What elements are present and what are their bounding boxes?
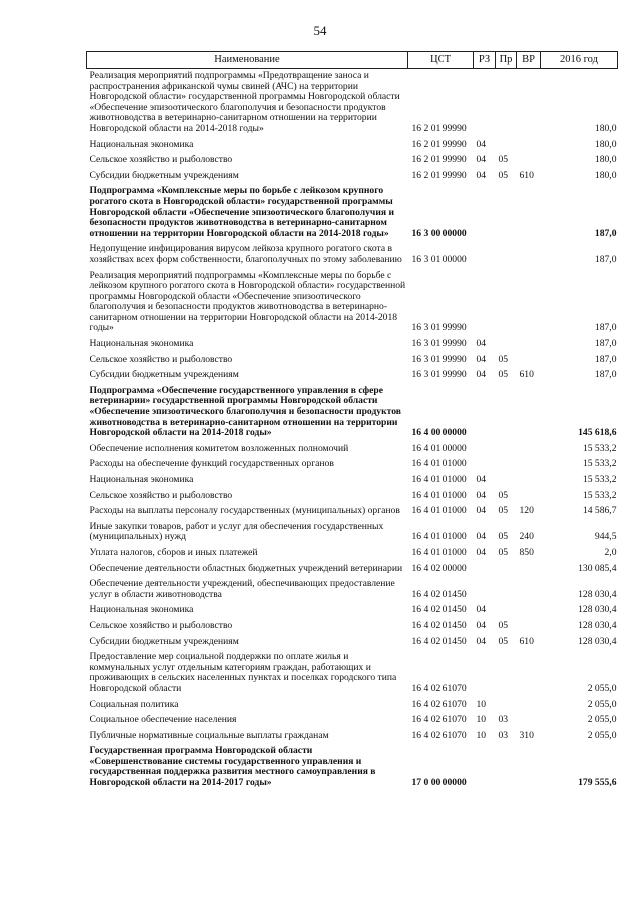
row-cst: 16 4 02 61070 [411,682,467,694]
table-row [87,744,618,791]
row-cst: 16 4 02 01450 [411,635,467,647]
row-rz [474,577,496,603]
row-pr [496,698,517,714]
header-year: 2016 год [541,52,618,69]
row-pr: 05 [498,369,509,381]
row-pr [496,138,517,154]
row-rz: 04 [476,489,487,501]
row-vr [517,269,541,338]
row-rz: 04 [476,505,487,517]
row-name: Расходы на выплаты персоналу государственных (муниципальных) органов [89,505,400,517]
table-row [87,650,618,697]
row-vr [517,138,541,154]
row-pr [496,269,517,338]
row-pr: 05 [498,505,509,517]
row-pr: 05 [498,546,509,558]
row-rz: 04 [476,635,487,647]
row-pr: 05 [498,489,509,501]
row-vr: 610 [519,635,534,647]
row-vr: 310 [519,729,534,741]
row-rz: 04 [476,531,487,543]
header-name: Наименование [87,52,408,69]
row-name: Реализация мероприятий подпрограммы «Комплексные меры по борьбе с лейкозом крупного рогатого скота в Новгородской области» государственной программы Новгородской области «Обеспечение эпизоотического благополучия и безопасности продуктов животноводства в ветеринарно-санитарном отношении на территории Новгородской области на 2014-2018 годы» [89,269,406,334]
row-vr: 850 [519,546,534,558]
header-rz: РЗ [474,52,496,69]
row-vr [517,650,541,697]
table-header-row [87,52,618,69]
table-row [87,184,618,242]
row-pr [496,744,517,791]
row-name: Подпрограмма «Комплексные меры по борьбе с лейкозом крупного рогатого скота в Новгородской области» государственной программы Новгородской области «Обеспечение эпизоотического благополучия и безопасности продуктов животноводства в ветеринарно-санитарном отношении на территории Новгородской области на 2014-2018 годы» [89,185,394,239]
row-cst: 16 4 00 00000 [411,427,467,439]
row-vr [517,489,541,505]
row-amount: 187,0 [594,338,617,350]
row-amount: 145 618,6 [578,427,617,439]
table-row [87,69,618,138]
table-row [87,698,618,714]
row-name: Иные закупки товаров, работ и услуг для обеспечения государственных (муниципальных) нужд [89,520,384,543]
row-pr: 03 [498,729,509,741]
table-row [87,713,618,729]
row-pr: 03 [498,714,509,726]
row-pr [496,457,517,473]
table-row [87,138,618,154]
row-pr [496,473,517,489]
row-pr [496,184,517,242]
row-cst: 16 4 02 61070 [411,714,467,726]
row-amount: 130 085,4 [578,562,617,574]
table-row [87,603,618,619]
row-rz: 04 [476,169,487,181]
row-amount: 187,0 [594,253,617,265]
row-cst: 16 3 01 99990 [411,338,467,350]
row-cst: 16 4 02 01450 [411,604,467,616]
row-name: Национальная экономика [89,338,194,350]
row-rz [474,457,496,473]
row-vr [517,562,541,578]
row-cst: 16 4 02 01450 [411,619,467,631]
row-amount: 15 533,2 [582,489,617,501]
row-pr [496,603,517,619]
row-name: Субсидии бюджетным учреждениям [89,635,239,647]
row-cst: 16 3 01 99990 [411,322,467,334]
row-amount: 128 030,4 [578,635,617,647]
row-amount: 15 533,2 [582,442,617,454]
row-cst: 16 3 01 99990 [411,353,467,365]
row-vr: 610 [519,369,534,381]
row-name: Сельское хозяйство и рыболовство [89,619,233,631]
row-vr [517,242,541,268]
row-rz [474,562,496,578]
row-name: Обеспечение деятельности областных бюджетных учреждений ветеринарии [89,562,403,574]
row-rz [474,650,496,697]
row-amount: 15 533,2 [582,458,617,470]
row-cst: 16 4 01 00000 [411,442,467,454]
row-vr: 240 [519,531,534,543]
row-rz: 10 [476,714,487,726]
row-name: Публичные нормативные социальные выплаты гражданам [89,729,329,741]
row-cst: 16 3 00 00000 [411,227,467,239]
table-row [87,577,618,603]
row-amount: 180,0 [594,122,617,134]
row-pr [496,577,517,603]
row-name: Уплата налогов, сборов и иных платежей [89,546,258,558]
row-rz [474,384,496,442]
table-row [87,562,618,578]
row-pr: 05 [498,169,509,181]
row-rz: 04 [476,619,487,631]
table-row [87,729,618,745]
row-rz [474,744,496,791]
row-vr [517,473,541,489]
row-cst: 16 2 01 99990 [411,122,467,134]
table-row [87,337,618,353]
row-name: Сельское хозяйство и рыболовство [89,489,233,501]
table-row [87,442,618,458]
table-row [87,169,618,185]
row-name: Субсидии бюджетным учреждениям [89,369,239,381]
table-row [87,546,618,562]
budget-table [86,51,618,792]
row-pr [496,562,517,578]
row-rz [474,184,496,242]
row-name: Обеспечение исполнения комитетом возложенных полномочий [89,442,349,454]
row-rz: 04 [476,138,487,150]
row-vr [517,384,541,442]
row-amount: 128 030,4 [578,588,617,600]
table-row [87,619,618,635]
row-pr: 05 [498,154,509,166]
row-vr [517,184,541,242]
table-row [87,520,618,546]
row-cst: 16 4 01 01000 [411,546,467,558]
page-number: 54 [313,23,327,38]
row-rz [474,269,496,338]
row-vr [517,744,541,791]
row-amount: 2 055,0 [587,714,617,726]
row-cst: 16 4 01 01000 [411,489,467,501]
row-rz: 04 [476,338,487,350]
row-cst: 16 4 02 00000 [411,562,467,574]
row-name: Сельское хозяйство и рыболовство [89,353,233,365]
row-rz: 10 [476,698,487,710]
row-name: Расходы на обеспечение функций государственных органов [89,458,334,470]
row-rz [474,69,496,138]
row-name: Национальная экономика [89,604,194,616]
row-amount: 180,0 [594,169,617,181]
row-cst: 16 4 01 01000 [411,531,467,543]
row-cst: 16 4 01 01000 [411,505,467,517]
row-vr [517,713,541,729]
row-name: Социальная политика [89,698,179,710]
row-vr: 120 [519,505,534,517]
row-pr [496,69,517,138]
row-vr [517,337,541,353]
table-row [87,473,618,489]
row-amount: 2,0 [604,546,617,558]
row-cst: 16 4 02 61070 [411,698,467,710]
header-cst: ЦСТ [408,52,474,69]
row-name: Государственная программа Новгородской области «Совершенствование системы государственного управления и государственная поддержка развития местного самоуправления в Новгородской области на 2014-2017 годы» [89,745,376,789]
row-rz: 04 [476,154,487,166]
row-amount: 2 055,0 [587,682,617,694]
row-amount: 187,0 [594,369,617,381]
table-row [87,153,618,169]
row-amount: 2 055,0 [587,698,617,710]
row-cst: 16 4 02 61070 [411,729,467,741]
row-amount: 15 533,2 [582,474,617,485]
row-rz [474,442,496,458]
table-row [87,635,618,651]
row-amount: 180,0 [594,154,617,166]
row-pr: 05 [498,353,509,365]
header-vr: ВР [517,52,541,69]
row-amount: 187,0 [594,227,617,239]
row-vr [517,457,541,473]
table-row [87,457,618,473]
row-rz: 04 [476,546,487,558]
table-row [87,504,618,520]
table-row [87,269,618,338]
row-rz: 04 [476,369,487,381]
table-body [87,69,618,792]
row-name: Национальная экономика [89,474,194,485]
row-name: Национальная экономика [89,138,194,150]
row-cst: 16 3 01 00000 [411,253,467,265]
row-name: Реализация мероприятий подпрограммы «Предотвращение заноса и распространения африканской чумы свиней (АЧС) на территории Новгородской области» государственной программы Новгородской области «Обеспечение эпизоотического благополучия и безопасности продуктов животноводства в ветеринарно-санитарном отношении на территории Новгородской области на 2014-2018 годы» [89,70,400,134]
row-cst: 16 4 01 01000 [411,458,467,470]
row-name: Субсидии бюджетным учреждениям [89,169,239,181]
row-rz: 10 [476,729,487,741]
row-name: Сельское хозяйство и рыболовство [89,154,233,166]
row-amount: 128 030,4 [578,619,617,631]
row-cst: 16 2 01 99990 [411,154,467,166]
row-rz [474,242,496,268]
row-amount: 180,0 [594,138,617,150]
row-vr [517,619,541,635]
row-vr [517,353,541,369]
row-vr [517,442,541,458]
row-pr [496,650,517,697]
row-vr [517,577,541,603]
row-cst: 16 4 02 01450 [411,588,467,600]
row-rz: 04 [476,604,487,616]
row-cst: 16 3 01 99990 [411,369,467,381]
row-amount: 187,0 [594,353,617,365]
row-amount: 944,5 [594,531,617,543]
row-name: Социальное обеспечение населения [89,714,237,726]
table-row [87,368,618,384]
row-cst: 16 2 01 99990 [411,169,467,181]
row-vr: 610 [519,169,534,181]
row-amount: 179 555,6 [578,777,617,789]
row-pr [496,337,517,353]
table-row [87,353,618,369]
row-name: Обеспечение деятельности учреждений, обеспечивающих предоставление услуг в области животноводства [89,578,395,600]
row-amount: 187,0 [594,322,617,334]
row-pr [496,384,517,442]
row-amount: 128 030,4 [578,604,617,616]
row-amount: 2 055,0 [587,729,617,741]
table-row [87,242,618,268]
row-vr [517,69,541,138]
row-vr [517,603,541,619]
row-pr [496,242,517,268]
row-cst: 16 4 01 01000 [411,474,467,485]
row-amount: 14 586,7 [582,505,617,517]
row-pr: 05 [498,619,509,631]
row-rz: 04 [476,474,487,485]
row-name: Подпрограмма «Обеспечение государственного управления в сфере ветеринарии» государственной программы Новгородской области «Обеспечение эпизоотического благополучия и безопасности продуктов животноводства в ветеринарно-санитарном отношении на территории Новгородской области на 2014-2018 годы» [89,384,401,439]
row-pr: 05 [498,635,509,647]
row-vr [517,698,541,714]
header-pr: Пр [496,52,517,69]
row-pr [496,442,517,458]
table-row [87,489,618,505]
row-vr [517,153,541,169]
row-pr: 05 [498,531,509,543]
row-name: Недопущение инфицирования вирусом лейкоза крупного рогатого скота в хозяйствах всех форм собственности, благополучных по этому заболеванию [89,243,402,265]
table-row [87,384,618,442]
row-cst: 16 2 01 99990 [411,138,467,150]
row-rz: 04 [476,353,487,365]
row-cst: 17 0 00 00000 [411,777,467,789]
row-name: Предоставление мер социальной поддержки по оплате жилья и коммунальных услуг отдельным категориям граждан, работающих и проживающих в сельских населенных пунктах и поселках городского типа Новгородской области [89,651,397,694]
